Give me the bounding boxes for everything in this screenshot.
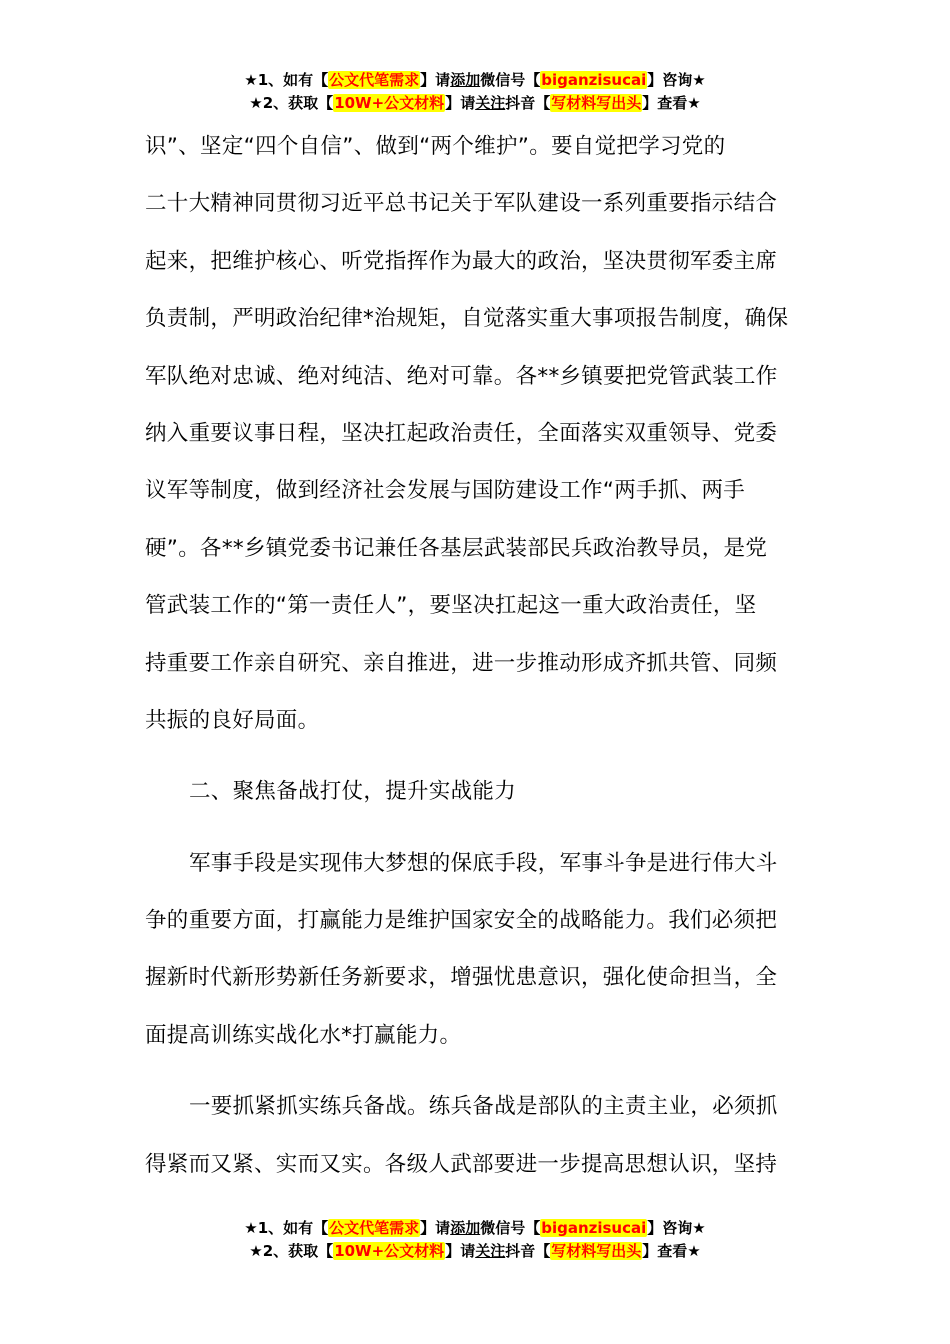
banner-text: 微信号【	[480, 1219, 541, 1237]
banner-text: 】请	[445, 1242, 476, 1260]
banner-text: ★2、获取【	[249, 94, 334, 112]
text-line: 持重要工作亲自研究、亲自推进，进一步推动形成齐抓共管、同频	[145, 650, 778, 676]
text-line: 共振的良好局面。	[145, 707, 320, 733]
banner-text: 】咨询★	[647, 71, 706, 89]
banner-text: 抖音【	[505, 1242, 551, 1260]
paragraph	[145, 1078, 807, 1193]
text-line: 军队绝对忠诚、绝对纯洁、绝对可靠。各**乡镇要把党管武装工作	[145, 363, 778, 389]
banner-highlight: 写材料写出头	[551, 1242, 642, 1260]
text-line: 一要抓紧抓实练兵备战。练兵备战是部队的主责主业，必须抓	[189, 1094, 778, 1120]
banner-highlight: 公文代笔需求	[329, 1219, 420, 1237]
banner-text: ★2、获取【	[249, 1242, 334, 1260]
banner-text: 】请	[445, 94, 476, 112]
footer-banner	[0, 1217, 950, 1263]
banner-text: ★1、如有【	[244, 1219, 329, 1237]
banner-highlight: 10W+公文材料	[334, 94, 445, 112]
banner-text: 】查看★	[642, 94, 701, 112]
banner-line-2	[0, 92, 950, 115]
banner-emphasis: 添加	[450, 71, 481, 89]
banner-emphasis: 添加	[450, 1219, 481, 1237]
text-line: 二十大精神同贯彻习近平总书记关于军队建设一系列重要指示结合	[145, 191, 778, 217]
text-line: 面提高训练实战化水*打赢能力。	[145, 1022, 462, 1048]
section-heading	[145, 763, 807, 820]
text-line: 识”、坚定“四个自信”、做到“两个维护”。要自觉把学习党的	[145, 134, 726, 159]
banner-highlight: biganzisucai	[541, 1219, 647, 1237]
banner-highlight: 公文代笔需求	[329, 71, 420, 89]
text-line: 起来，把维护核心、听党指挥作为最大的政治，坚决贯彻军委主席	[145, 248, 778, 274]
text-line: 军事手段是实现伟大梦想的保底手段，军事斗争是进行伟大斗	[189, 850, 778, 876]
text-line: 二、聚焦备战打仗，提升实战能力	[189, 779, 517, 805]
banner-line-2	[0, 1240, 950, 1263]
banner-highlight: biganzisucai	[541, 71, 647, 89]
banner-text: 抖音【	[505, 94, 551, 112]
text-line: 纳入重要议事日程，坚决扛起政治责任，全面落实双重领导、党委	[145, 420, 778, 446]
banner-highlight: 写材料写出头	[551, 94, 642, 112]
text-line: 硬”。各**乡镇党委书记兼任各基层武装部民兵政治教导员，是党	[145, 535, 768, 561]
paragraph	[145, 835, 807, 1065]
banner-line-1	[0, 1217, 950, 1240]
banner-highlight: 10W+公文材料	[334, 1242, 445, 1260]
banner-text: 】咨询★	[647, 1219, 706, 1237]
banner-emphasis: 关注	[475, 1242, 506, 1260]
text-line: 争的重要方面，打赢能力是维护国家安全的战略能力。我们必须把	[145, 908, 778, 934]
text-line: 议军等制度，做到经济社会发展与国防建设工作“两手抓、两手	[145, 478, 746, 504]
text-line: 握新时代新形势新任务新要求，增强忧患意识，强化使命担当，全	[145, 965, 778, 991]
header-banner	[0, 69, 950, 115]
paragraph	[145, 118, 807, 749]
banner-emphasis: 关注	[475, 94, 506, 112]
banner-text: 微信号【	[480, 71, 541, 89]
banner-text: ★1、如有【	[244, 71, 329, 89]
text-line: 负责制，严明政治纪律*治规矩，自觉落实重大事项报告制度，确保	[145, 306, 789, 332]
text-line: 管武装工作的“第一责任人”，要坚决扛起这一重大政治责任，坚	[145, 593, 757, 619]
text-line: 得紧而又紧、实而又实。各级人武部要进一步提高思想认识，坚持	[145, 1151, 778, 1177]
banner-text: 】查看★	[642, 1242, 701, 1260]
document-body	[145, 118, 807, 1193]
banner-line-1	[0, 69, 950, 92]
banner-text: 】请	[420, 71, 451, 89]
banner-text: 】请	[420, 1219, 451, 1237]
